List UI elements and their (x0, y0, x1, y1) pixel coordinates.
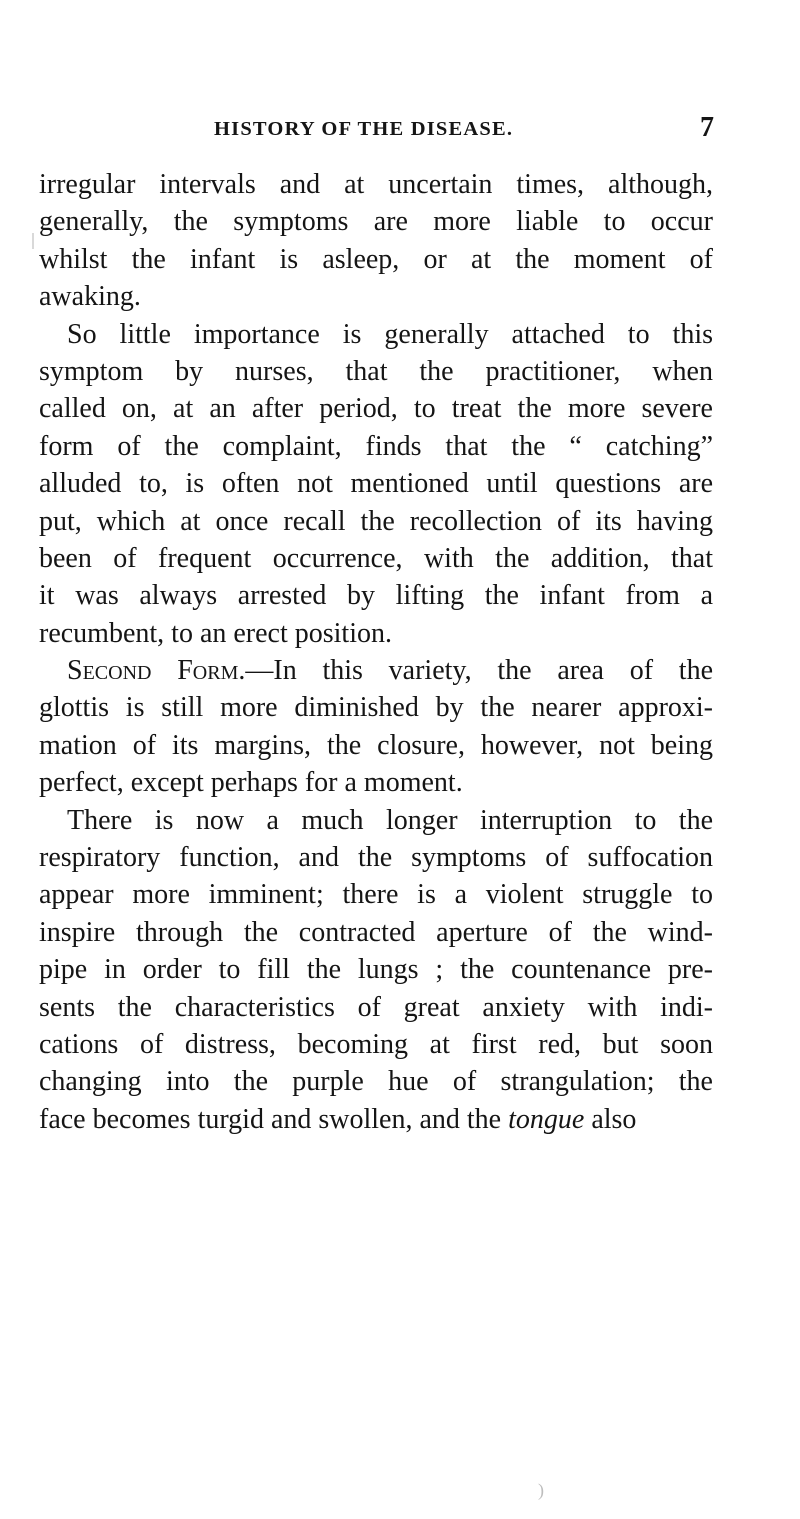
section-text: —In this variety, the area of the (245, 655, 714, 687)
section-heading: Second Form. (67, 655, 246, 687)
stray-mark: ) (538, 1480, 544, 1500)
text-line: appear more imminent; there is a violent struggle to (39, 879, 713, 911)
text-line: form of the complaint, finds that the “ catching” (39, 430, 713, 462)
text-line: inspire through the contracted aperture of the wind- (39, 916, 713, 948)
emphasis-word: tongue (508, 1103, 585, 1135)
text-line: pipe in order to fill the lungs ; the countenance pre- (39, 954, 713, 986)
text-line: changing into the purple hue of strangulation; the (39, 1066, 713, 1098)
text-line: irregular intervals and at uncertain times, although, (39, 169, 713, 200)
text-line: perfect, except perhaps for a moment. (39, 767, 463, 799)
text-line: alluded to, is often not mentioned until questions are (39, 468, 713, 500)
text-line: whilst the infant is asleep, or at the moment of (39, 243, 713, 275)
page-number: 7 (700, 112, 714, 143)
text-line (39, 1101, 713, 1138)
text-line: glottis is still more diminished by the nearer approxi- (39, 692, 713, 724)
text-line: generally, the symptoms are more liable to occur (39, 206, 713, 238)
margin-mark (32, 233, 34, 249)
text-line: symptom by nurses, that the practitioner, when (39, 355, 713, 387)
text-fragment: also (584, 1103, 637, 1135)
text-line: respiratory function, and the symptoms of suffocation (39, 842, 713, 874)
running-title: HISTORY OF THE DISEASE. (214, 118, 514, 140)
text-line: awaking. (39, 281, 141, 313)
text-line: put, which at once recall the recollection of its having (39, 505, 713, 537)
text-line: called on, at an after period, to treat the more severe (39, 393, 713, 425)
text-line (39, 652, 713, 689)
text-line: sents the characteristics of great anxiety with indi- (39, 991, 713, 1023)
text-line: There is now a much longer interruption to the (67, 804, 713, 836)
text-line: So little importance is generally attached to this (67, 318, 713, 350)
body-text (39, 166, 713, 1138)
text-fragment: face becomes turgid and swollen, and the (39, 1103, 509, 1135)
text-line: recumbent, to an erect position. (39, 617, 392, 649)
text-line: cations of distress, becoming at first red, but soon (39, 1028, 713, 1060)
text-line: it was always arrested by lifting the infant from a (39, 580, 713, 612)
text-line: been of frequent occurrence, with the addition, that (39, 542, 713, 574)
text-line: mation of its margins, the closure, however, not being (39, 729, 713, 761)
